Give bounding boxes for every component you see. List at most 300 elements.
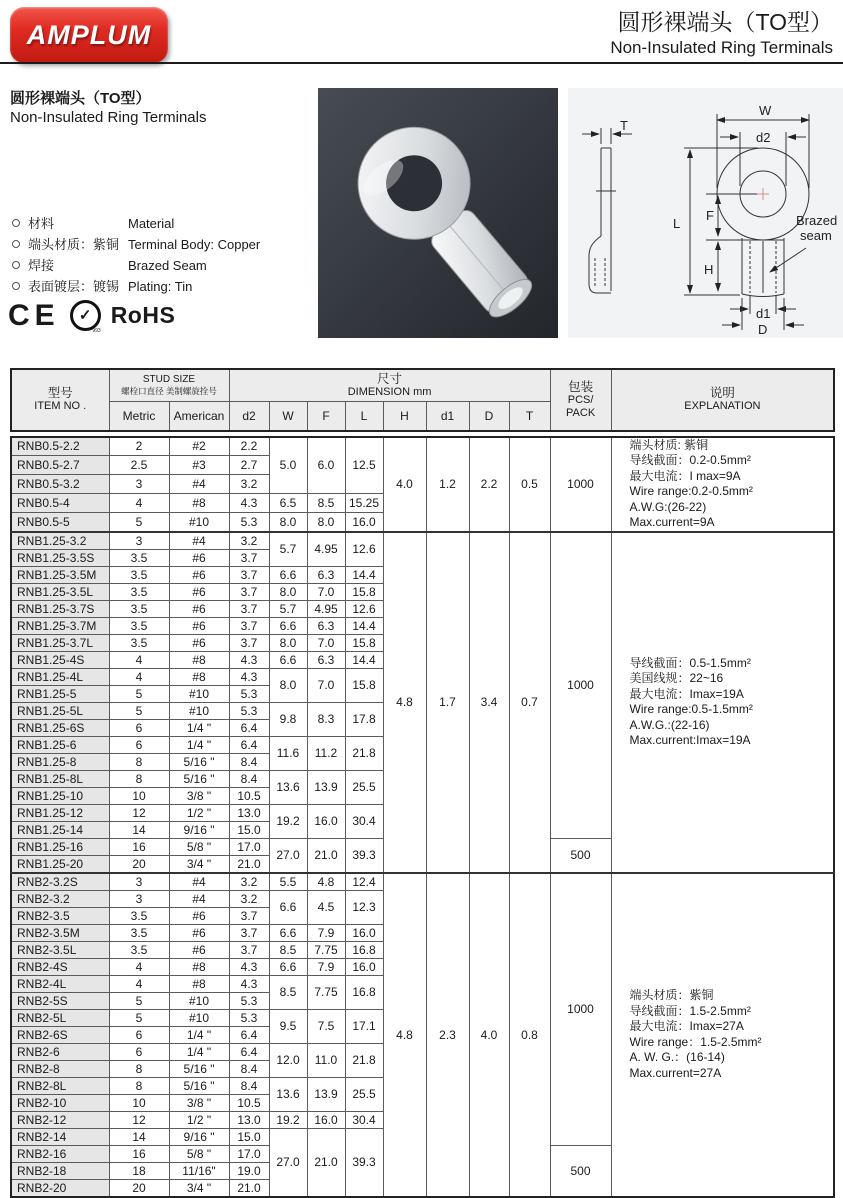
cell-american: #3 [169, 456, 229, 475]
cell-metric: 18 [109, 1162, 169, 1179]
cell-f: 4.8 [307, 873, 345, 891]
product-photo [318, 88, 558, 338]
bullet-icon [12, 219, 20, 227]
cell-w: 13.6 [269, 1077, 307, 1111]
cell-d2: 4.3 [229, 958, 269, 975]
explanation-line: Wire range：1.5-2.5mm² [629, 1034, 762, 1049]
cell-metric: 6 [109, 736, 169, 753]
cell-american: 3/4 " [169, 1179, 229, 1197]
col-header-dimension: 尺寸 DIMENSION mm [229, 369, 550, 401]
spec-label-cn: 焊接 [28, 258, 55, 273]
cell-item-no: RNB2-12 [11, 1111, 109, 1128]
cell-w: 19.2 [269, 804, 307, 838]
cell-american: #4 [169, 475, 229, 494]
dim-label-h: H [704, 262, 714, 277]
cell-american: #6 [169, 941, 229, 958]
cell-w: 27.0 [269, 838, 307, 873]
dim-label-d: D [758, 322, 768, 337]
cell-item-no: RNB1.25-3.7S [11, 600, 109, 617]
cell-american: #6 [169, 583, 229, 600]
explanation-line: 导线截面：0.2-0.5mm² [629, 453, 751, 467]
cell-metric: 5 [109, 702, 169, 719]
cell-item-no: RNB1.25-3.5M [11, 566, 109, 583]
cell-f: 6.3 [307, 617, 345, 634]
cell-item-no: RNB2-5L [11, 1009, 109, 1026]
cell-item-no: RNB1.25-5 [11, 685, 109, 702]
cell-d2: 17.0 [229, 1145, 269, 1162]
cell-metric: 16 [109, 838, 169, 855]
cell-metric: 8 [109, 753, 169, 770]
dim-label-f: F [706, 208, 714, 223]
cell-american: #10 [169, 702, 229, 719]
cell-d2: 21.0 [229, 1179, 269, 1197]
cell-item-no: RNB1.25-14 [11, 821, 109, 838]
cell-item-no: RNB0.5-2.2 [11, 437, 109, 456]
explanation-line: Max.current=9A [629, 515, 715, 529]
spec-label-cn: 材料 [28, 216, 55, 231]
col-header-h: H [383, 401, 426, 431]
cell-f: 11.2 [307, 736, 345, 770]
cell-f: 16.0 [307, 804, 345, 838]
cell-f: 7.9 [307, 958, 345, 975]
cell-d2: 3.2 [229, 873, 269, 891]
cell-w: 6.6 [269, 958, 307, 975]
cell-w: 13.6 [269, 770, 307, 804]
cell-d1: 1.7 [426, 532, 469, 873]
cell-f: 8.5 [307, 493, 345, 512]
cell-d2: 3.2 [229, 890, 269, 907]
cell-item-no: RNB2-18 [11, 1162, 109, 1179]
cell-metric: 8 [109, 770, 169, 787]
cert-check-icon: ✓ 993 [70, 300, 101, 331]
dimension-drawing [568, 88, 843, 338]
cell-item-no: RNB2-4L [11, 975, 109, 992]
cell-w: 11.6 [269, 736, 307, 770]
cell-item-no: RNB2-4S [11, 958, 109, 975]
cell-explanation [611, 873, 834, 1197]
bullet-icon [12, 282, 20, 290]
cell-american: #8 [169, 493, 229, 512]
explanation-line: A.W.G.:(22-16) [629, 717, 710, 732]
cell-d2: 13.0 [229, 804, 269, 821]
cell-american: #10 [169, 685, 229, 702]
explanation-line: 最大电流：Imax=27A [629, 1019, 744, 1033]
cell-american: 3/8 " [169, 1094, 229, 1111]
table-row [11, 532, 834, 550]
spec-label-en: Terminal Body: Copper [128, 237, 261, 252]
col-header-american: American [169, 401, 229, 431]
cell-item-no: RNB1.25-3.7L [11, 634, 109, 651]
cell-item-no: RNB2-5S [11, 992, 109, 1009]
explanation-line: 美国线规：22~16 [629, 671, 724, 685]
cell-metric: 3.5 [109, 941, 169, 958]
col-header-l: L [345, 401, 383, 431]
material-spec-list [10, 216, 310, 300]
cell-w: 6.6 [269, 890, 307, 924]
cell-d2: 5.3 [229, 702, 269, 719]
cell-l: 39.3 [345, 838, 383, 873]
cell-f: 4.95 [307, 532, 345, 567]
cell-d2: 13.0 [229, 1111, 269, 1128]
cell-d2: 3.7 [229, 634, 269, 651]
explanation-line: A. W. G.：(16-14) [629, 1050, 725, 1064]
cell-metric: 4 [109, 651, 169, 668]
cell-d2: 15.0 [229, 1128, 269, 1145]
cell-metric: 6 [109, 1043, 169, 1060]
cell-d2: 21.0 [229, 855, 269, 873]
col-header-metric: Metric [109, 401, 169, 431]
rohs-mark: RoHS [110, 302, 176, 328]
cell-american: #6 [169, 566, 229, 583]
cell-d: 4.0 [469, 873, 509, 1197]
cell-metric: 6 [109, 1026, 169, 1043]
cell-item-no: RNB2-3.5 [11, 907, 109, 924]
cell-l: 21.8 [345, 736, 383, 770]
cell-item-no: RNB2-6 [11, 1043, 109, 1060]
cell-d2: 5.3 [229, 685, 269, 702]
cell-american: #8 [169, 975, 229, 992]
cell-d2: 6.4 [229, 719, 269, 736]
cell-d2: 3.2 [229, 475, 269, 494]
dim-label-l: L [673, 216, 681, 231]
cell-w: 9.5 [269, 1009, 307, 1043]
cell-d2: 4.3 [229, 651, 269, 668]
cell-w: 5.5 [269, 873, 307, 891]
cell-item-no: RNB2-3.5M [11, 924, 109, 941]
cell-d2: 8.4 [229, 1060, 269, 1077]
logo-text: AMPLUM [26, 19, 152, 50]
page-title [610, 8, 833, 60]
cell-f: 13.9 [307, 770, 345, 804]
cell-item-no: RNB0.5-3.2 [11, 475, 109, 494]
product-title [10, 90, 310, 127]
cell-american: #4 [169, 532, 229, 550]
cell-w: 8.0 [269, 512, 307, 531]
cell-t: 0.7 [509, 532, 550, 873]
cell-t: 0.8 [509, 873, 550, 1197]
cell-item-no: RNB2-10 [11, 1094, 109, 1111]
spec-label-en: Brazed Seam [128, 258, 207, 273]
cell-american: 1/2 " [169, 1111, 229, 1128]
cell-american: #10 [169, 512, 229, 531]
cell-d2: 10.5 [229, 787, 269, 804]
cell-item-no: RNB1.25-8 [11, 753, 109, 770]
cell-item-no: RNB1.25-3.7M [11, 617, 109, 634]
cell-american: 11/16" [169, 1162, 229, 1179]
cell-item-no: RNB1.25-16 [11, 838, 109, 855]
header-divider [0, 62, 843, 64]
col-header-f: F [307, 401, 345, 431]
cell-f: 8.3 [307, 702, 345, 736]
cell-american: #8 [169, 958, 229, 975]
cell-f: 16.0 [307, 1111, 345, 1128]
cell-l: 12.3 [345, 890, 383, 924]
cell-american: #4 [169, 873, 229, 891]
cell-item-no: RNB2-3.2S [11, 873, 109, 891]
explanation-line: 导线截面：1.5-2.5mm² [629, 1003, 751, 1018]
col-header-t: T [509, 401, 550, 431]
cell-metric: 8 [109, 1077, 169, 1094]
cell-item-no: RNB2-6S [11, 1026, 109, 1043]
cell-metric: 3 [109, 532, 169, 550]
cell-l: 17.1 [345, 1009, 383, 1043]
cell-l: 12.6 [345, 600, 383, 617]
brazed-seam-label-1: Brazed [796, 213, 838, 228]
cell-pack: 500 [550, 1145, 611, 1197]
cell-item-no: RNB0.5-5 [11, 512, 109, 531]
spec-row [10, 258, 310, 273]
cell-pack: 1000 [550, 532, 611, 839]
cell-metric: 3.5 [109, 617, 169, 634]
cell-d2: 19.0 [229, 1162, 269, 1179]
cell-w: 8.5 [269, 941, 307, 958]
cell-h: 4.0 [383, 437, 426, 532]
cell-metric: 3.5 [109, 549, 169, 566]
cell-t: 0.5 [509, 437, 550, 532]
cell-f: 7.0 [307, 668, 345, 702]
cell-w: 6.6 [269, 651, 307, 668]
cell-explanation [611, 532, 834, 873]
bullet-icon [12, 240, 20, 248]
cell-item-no: RNB1.25-6 [11, 736, 109, 753]
cell-f: 7.75 [307, 941, 345, 958]
cell-l: 16.0 [345, 958, 383, 975]
cell-d2: 8.4 [229, 1077, 269, 1094]
cell-metric: 10 [109, 1094, 169, 1111]
cell-metric: 8 [109, 1060, 169, 1077]
cell-d2: 4.3 [229, 975, 269, 992]
col-header-d2: d2 [229, 401, 269, 431]
col-header-pack: 包装 PCS/ PACK [550, 369, 611, 431]
explanation-line: 最大电流：I max=9A [629, 468, 741, 483]
cell-american: 1/4 " [169, 1026, 229, 1043]
cell-d1: 2.3 [426, 873, 469, 1197]
cell-american: #6 [169, 907, 229, 924]
explanation-line: Max.current=27A [629, 1065, 722, 1080]
cell-item-no: RNB2-20 [11, 1179, 109, 1197]
cell-metric: 3.5 [109, 583, 169, 600]
cell-f: 6.3 [307, 566, 345, 583]
spec-row [10, 216, 310, 231]
cell-american: #10 [169, 992, 229, 1009]
cell-american: 1/2 " [169, 804, 229, 821]
cell-l: 16.0 [345, 924, 383, 941]
cell-american: #10 [169, 1009, 229, 1026]
cell-metric: 4 [109, 975, 169, 992]
cell-metric: 12 [109, 804, 169, 821]
cell-metric: 4 [109, 668, 169, 685]
cell-metric: 4 [109, 493, 169, 512]
cell-metric: 5 [109, 1009, 169, 1026]
explanation-line: 导线截面：0.5-1.5mm² [629, 655, 751, 670]
cell-l: 16.0 [345, 512, 383, 531]
cell-f: 13.9 [307, 1077, 345, 1111]
cell-d: 3.4 [469, 532, 509, 873]
cell-item-no: RNB0.5-2.7 [11, 456, 109, 475]
cell-d2: 5.3 [229, 512, 269, 531]
ce-mark: CE [8, 298, 60, 332]
cell-item-no: RNB1.25-12 [11, 804, 109, 821]
cell-f: 7.0 [307, 583, 345, 600]
cell-metric: 5 [109, 512, 169, 531]
spec-label-en: Plating: Tin [128, 279, 193, 294]
cell-w: 5.7 [269, 600, 307, 617]
cell-metric: 3.5 [109, 600, 169, 617]
cell-d2: 15.0 [229, 821, 269, 838]
cell-metric: 3 [109, 890, 169, 907]
cell-w: 5.7 [269, 532, 307, 567]
cell-f: 7.5 [307, 1009, 345, 1043]
cell-l: 30.4 [345, 804, 383, 838]
explanation-line: Wire range:0.5-1.5mm² [629, 702, 753, 716]
cell-item-no: RNB2-8 [11, 1060, 109, 1077]
cell-l: 17.8 [345, 702, 383, 736]
product-title-cn: 圆形裸端头（TO型） [10, 90, 151, 107]
cell-w: 9.8 [269, 702, 307, 736]
cell-metric: 3.5 [109, 634, 169, 651]
cell-item-no: RNB1.25-6S [11, 719, 109, 736]
cell-metric: 14 [109, 1128, 169, 1145]
cell-f: 8.0 [307, 512, 345, 531]
cell-l: 16.8 [345, 941, 383, 958]
cell-w: 6.6 [269, 924, 307, 941]
cell-american: 5/16 " [169, 753, 229, 770]
cell-metric: 20 [109, 1179, 169, 1197]
cell-item-no: RNB2-14 [11, 1128, 109, 1145]
cell-f: 4.5 [307, 890, 345, 924]
cell-w: 8.0 [269, 668, 307, 702]
cell-d2: 10.5 [229, 1094, 269, 1111]
col-header-item: 型号 ITEM NO . [11, 369, 109, 431]
cell-l: 12.4 [345, 873, 383, 891]
cell-d2: 5.3 [229, 992, 269, 1009]
cell-explanation [611, 437, 834, 532]
col-header-d1: d1 [426, 401, 469, 431]
cell-metric: 4 [109, 958, 169, 975]
spec-label-cn: 表面镀层：镀锡 [28, 279, 120, 294]
explanation-line: Wire range:0.2-0.5mm² [629, 484, 753, 498]
cell-item-no: RNB2-3.5L [11, 941, 109, 958]
table-row [11, 437, 834, 456]
cell-d2: 8.4 [229, 753, 269, 770]
cell-metric: 5 [109, 992, 169, 1009]
cell-w: 5.0 [269, 437, 307, 494]
cell-l: 25.5 [345, 770, 383, 804]
cell-f: 21.0 [307, 838, 345, 873]
cell-d2: 3.7 [229, 549, 269, 566]
cell-metric: 2 [109, 437, 169, 456]
cell-american: 5/16 " [169, 1060, 229, 1077]
cell-w: 8.5 [269, 975, 307, 1009]
cell-f: 6.0 [307, 437, 345, 494]
cell-l: 14.4 [345, 617, 383, 634]
cell-l: 21.8 [345, 1043, 383, 1077]
explanation-line: Max.current:Imax=19A [629, 733, 751, 747]
technical-diagram [568, 88, 843, 338]
cell-item-no: RNB1.25-3.5L [11, 583, 109, 600]
cell-l: 14.4 [345, 651, 383, 668]
cell-item-no: RNB1.25-3.2 [11, 532, 109, 550]
cell-d2: 3.7 [229, 583, 269, 600]
cell-d2: 6.4 [229, 1043, 269, 1060]
cell-american: #8 [169, 668, 229, 685]
cell-item-no: RNB1.25-5L [11, 702, 109, 719]
cell-item-no: RNB0.5-4 [11, 493, 109, 512]
cell-w: 12.0 [269, 1043, 307, 1077]
page-title-en: Non-Insulated Ring Terminals [610, 38, 833, 57]
cell-l: 39.3 [345, 1128, 383, 1197]
cell-metric: 3.5 [109, 566, 169, 583]
cell-american: #2 [169, 437, 229, 456]
cell-f: 11.0 [307, 1043, 345, 1077]
cell-pack: 1000 [550, 873, 611, 1146]
cell-l: 12.5 [345, 437, 383, 494]
cell-d2: 17.0 [229, 838, 269, 855]
cell-d1: 1.2 [426, 437, 469, 532]
certification-marks [8, 298, 176, 334]
cell-pack: 500 [550, 838, 611, 873]
cell-l: 14.4 [345, 566, 383, 583]
cell-american: 5/8 " [169, 1145, 229, 1162]
cell-american: 5/16 " [169, 770, 229, 787]
cell-american: 9/16 " [169, 821, 229, 838]
spec-label-en: Material [128, 216, 175, 231]
cell-d: 2.2 [469, 437, 509, 532]
cell-metric: 16 [109, 1145, 169, 1162]
cell-metric: 12 [109, 1111, 169, 1128]
cell-american: #8 [169, 651, 229, 668]
col-header-explanation: 说明 EXPLANATION [611, 369, 834, 431]
cell-metric: 20 [109, 855, 169, 873]
cell-w: 8.0 [269, 583, 307, 600]
cell-w: 8.0 [269, 634, 307, 651]
cell-d2: 3.2 [229, 532, 269, 550]
cell-american: #6 [169, 600, 229, 617]
cell-d2: 2.7 [229, 456, 269, 475]
cell-american: 1/4 " [169, 719, 229, 736]
spec-table [10, 368, 833, 1198]
cell-d2: 3.7 [229, 600, 269, 617]
spec-table-header [10, 368, 835, 432]
cell-w: 6.5 [269, 493, 307, 512]
dim-label-d2: d2 [756, 130, 771, 145]
cell-l: 15.8 [345, 668, 383, 702]
cell-h: 4.8 [383, 532, 426, 873]
cell-american: #6 [169, 634, 229, 651]
cell-d2: 6.4 [229, 1026, 269, 1043]
cell-l: 12.6 [345, 532, 383, 567]
cell-d2: 3.7 [229, 941, 269, 958]
cell-american: 1/4 " [169, 736, 229, 753]
cell-item-no: RNB1.25-4L [11, 668, 109, 685]
cell-american: 3/8 " [169, 787, 229, 804]
explanation-line: A.W.G:(26-22) [629, 499, 707, 514]
cell-w: 27.0 [269, 1128, 307, 1197]
cell-l: 15.25 [345, 493, 383, 512]
cell-h: 4.8 [383, 873, 426, 1197]
cell-item-no: RNB2-8L [11, 1077, 109, 1094]
cell-american: #6 [169, 924, 229, 941]
spec-table-body [10, 436, 835, 1198]
cell-l: 30.4 [345, 1111, 383, 1128]
cell-d2: 3.7 [229, 907, 269, 924]
cell-l: 15.8 [345, 634, 383, 651]
explanation-line: 端头材质: 紫铜 [629, 437, 709, 452]
cell-american: #6 [169, 617, 229, 634]
cell-pack: 1000 [550, 437, 611, 532]
cell-d2: 3.7 [229, 566, 269, 583]
cell-d2: 8.4 [229, 770, 269, 787]
